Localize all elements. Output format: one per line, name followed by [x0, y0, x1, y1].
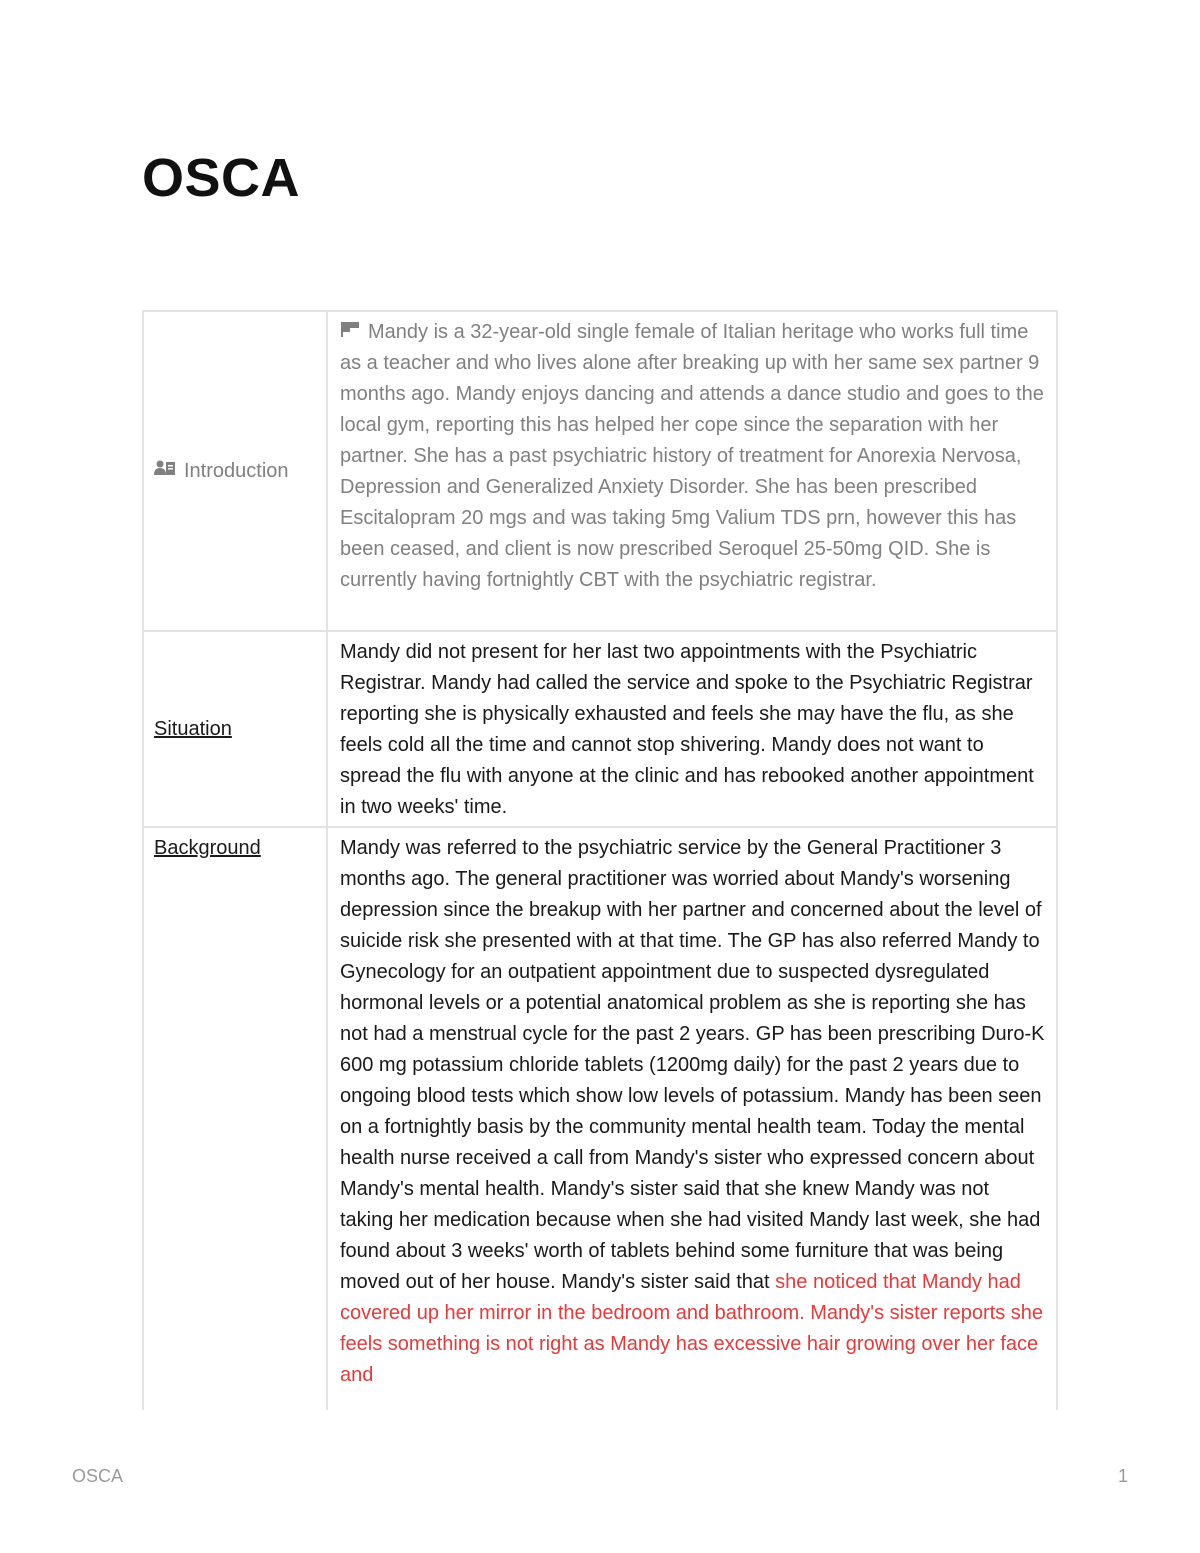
table-row-background	[144, 828, 1056, 1410]
situation-label: Situation	[154, 717, 232, 740]
situation-text: Mandy did not present for her last two appointments with the Psychiatric Registrar. Mandy had called the service and spoke to the Psychiatric Registrar reporting she is physically exhausted and feels she may have the flu, as she feels cold all the time and cannot stop shivering. Mandy does not want to spread the flu with anyone at the clinic and has rebooked another appointment in two weeks' time.	[340, 641, 1034, 818]
table-row-introduction	[144, 312, 1056, 632]
people-icon	[154, 456, 176, 487]
footer-title: OSCA	[72, 1466, 124, 1486]
background-text: Mandy was referred to the psychiatric service by the General Practitioner 3 months ago. The general practitioner was worried about Mandy's worsening depression since the breakup with her partner and concerned about the level of suicide risk she presented with at that time. The GP has also referred Mandy to Gynecology for an outpatient appointment due to suspected dysregulated hormonal levels or a potential anatomical problem as she is reporting she has not had a menstrual cycle for the past 2 years. GP has been prescribing Duro-K 600 mg potassium chloride tablets (1200mg daily) for the past 2 years due to ongoing blood tests which show low levels of potassium. Mandy has been seen on a fortnightly basis by the community mental health team. Today the mental health nurse received a call from Mandy's sister who expressed concern about Mandy's mental health. Mandy's sister said that she knew Mandy was not taking her medication because when she had visited Mandy last week, she had found about 3 weeks' worth of tablets behind some furniture that was being moved out of her house. Mandy's sister said that	[340, 837, 1045, 1293]
background-label-cell	[144, 828, 328, 1410]
introduction-body-cell	[328, 312, 1056, 630]
introduction-label: Introduction	[184, 459, 289, 482]
background-body-cell	[328, 828, 1056, 1410]
table-row-situation	[144, 632, 1056, 828]
flag-icon	[340, 317, 360, 348]
background-text-highlighted: she noticed that Mandy had covered up her mirror in the bedroom and bathroom. Mandy's sister reports she feels something is not right as Mandy has excessive hair growing over her face and	[340, 1271, 1044, 1386]
situation-label-cell	[144, 632, 328, 826]
introduction-label-cell	[144, 312, 328, 630]
sbar-table	[142, 310, 1058, 1410]
page-title: OSCA	[142, 148, 301, 208]
page-number: 1	[1117, 1466, 1128, 1486]
background-label: Background	[154, 837, 261, 859]
introduction-text: Mandy is a 32-year-old single female of Italian heritage who works full time as a teacher and who lives alone after breaking up with her same sex partner 9 months ago. Mandy enjoys dancing and attends a dance studio and goes to the local gym, reporting this has helped her cope since the separation with her partner. She has a past psychiatric history of treatment for Anorexia Nervosa, Depression and Generalized Anxiety Disorder. She has been prescribed Escitalopram 20 mgs and was taking 5mg Valium TDS prn, however this has been ceased, and client is now prescribed Seroquel 25-50mg QID. She is currently having fortnightly CBT with the psychiatric registrar.	[340, 321, 1044, 592]
situation-body-cell	[328, 632, 1056, 826]
